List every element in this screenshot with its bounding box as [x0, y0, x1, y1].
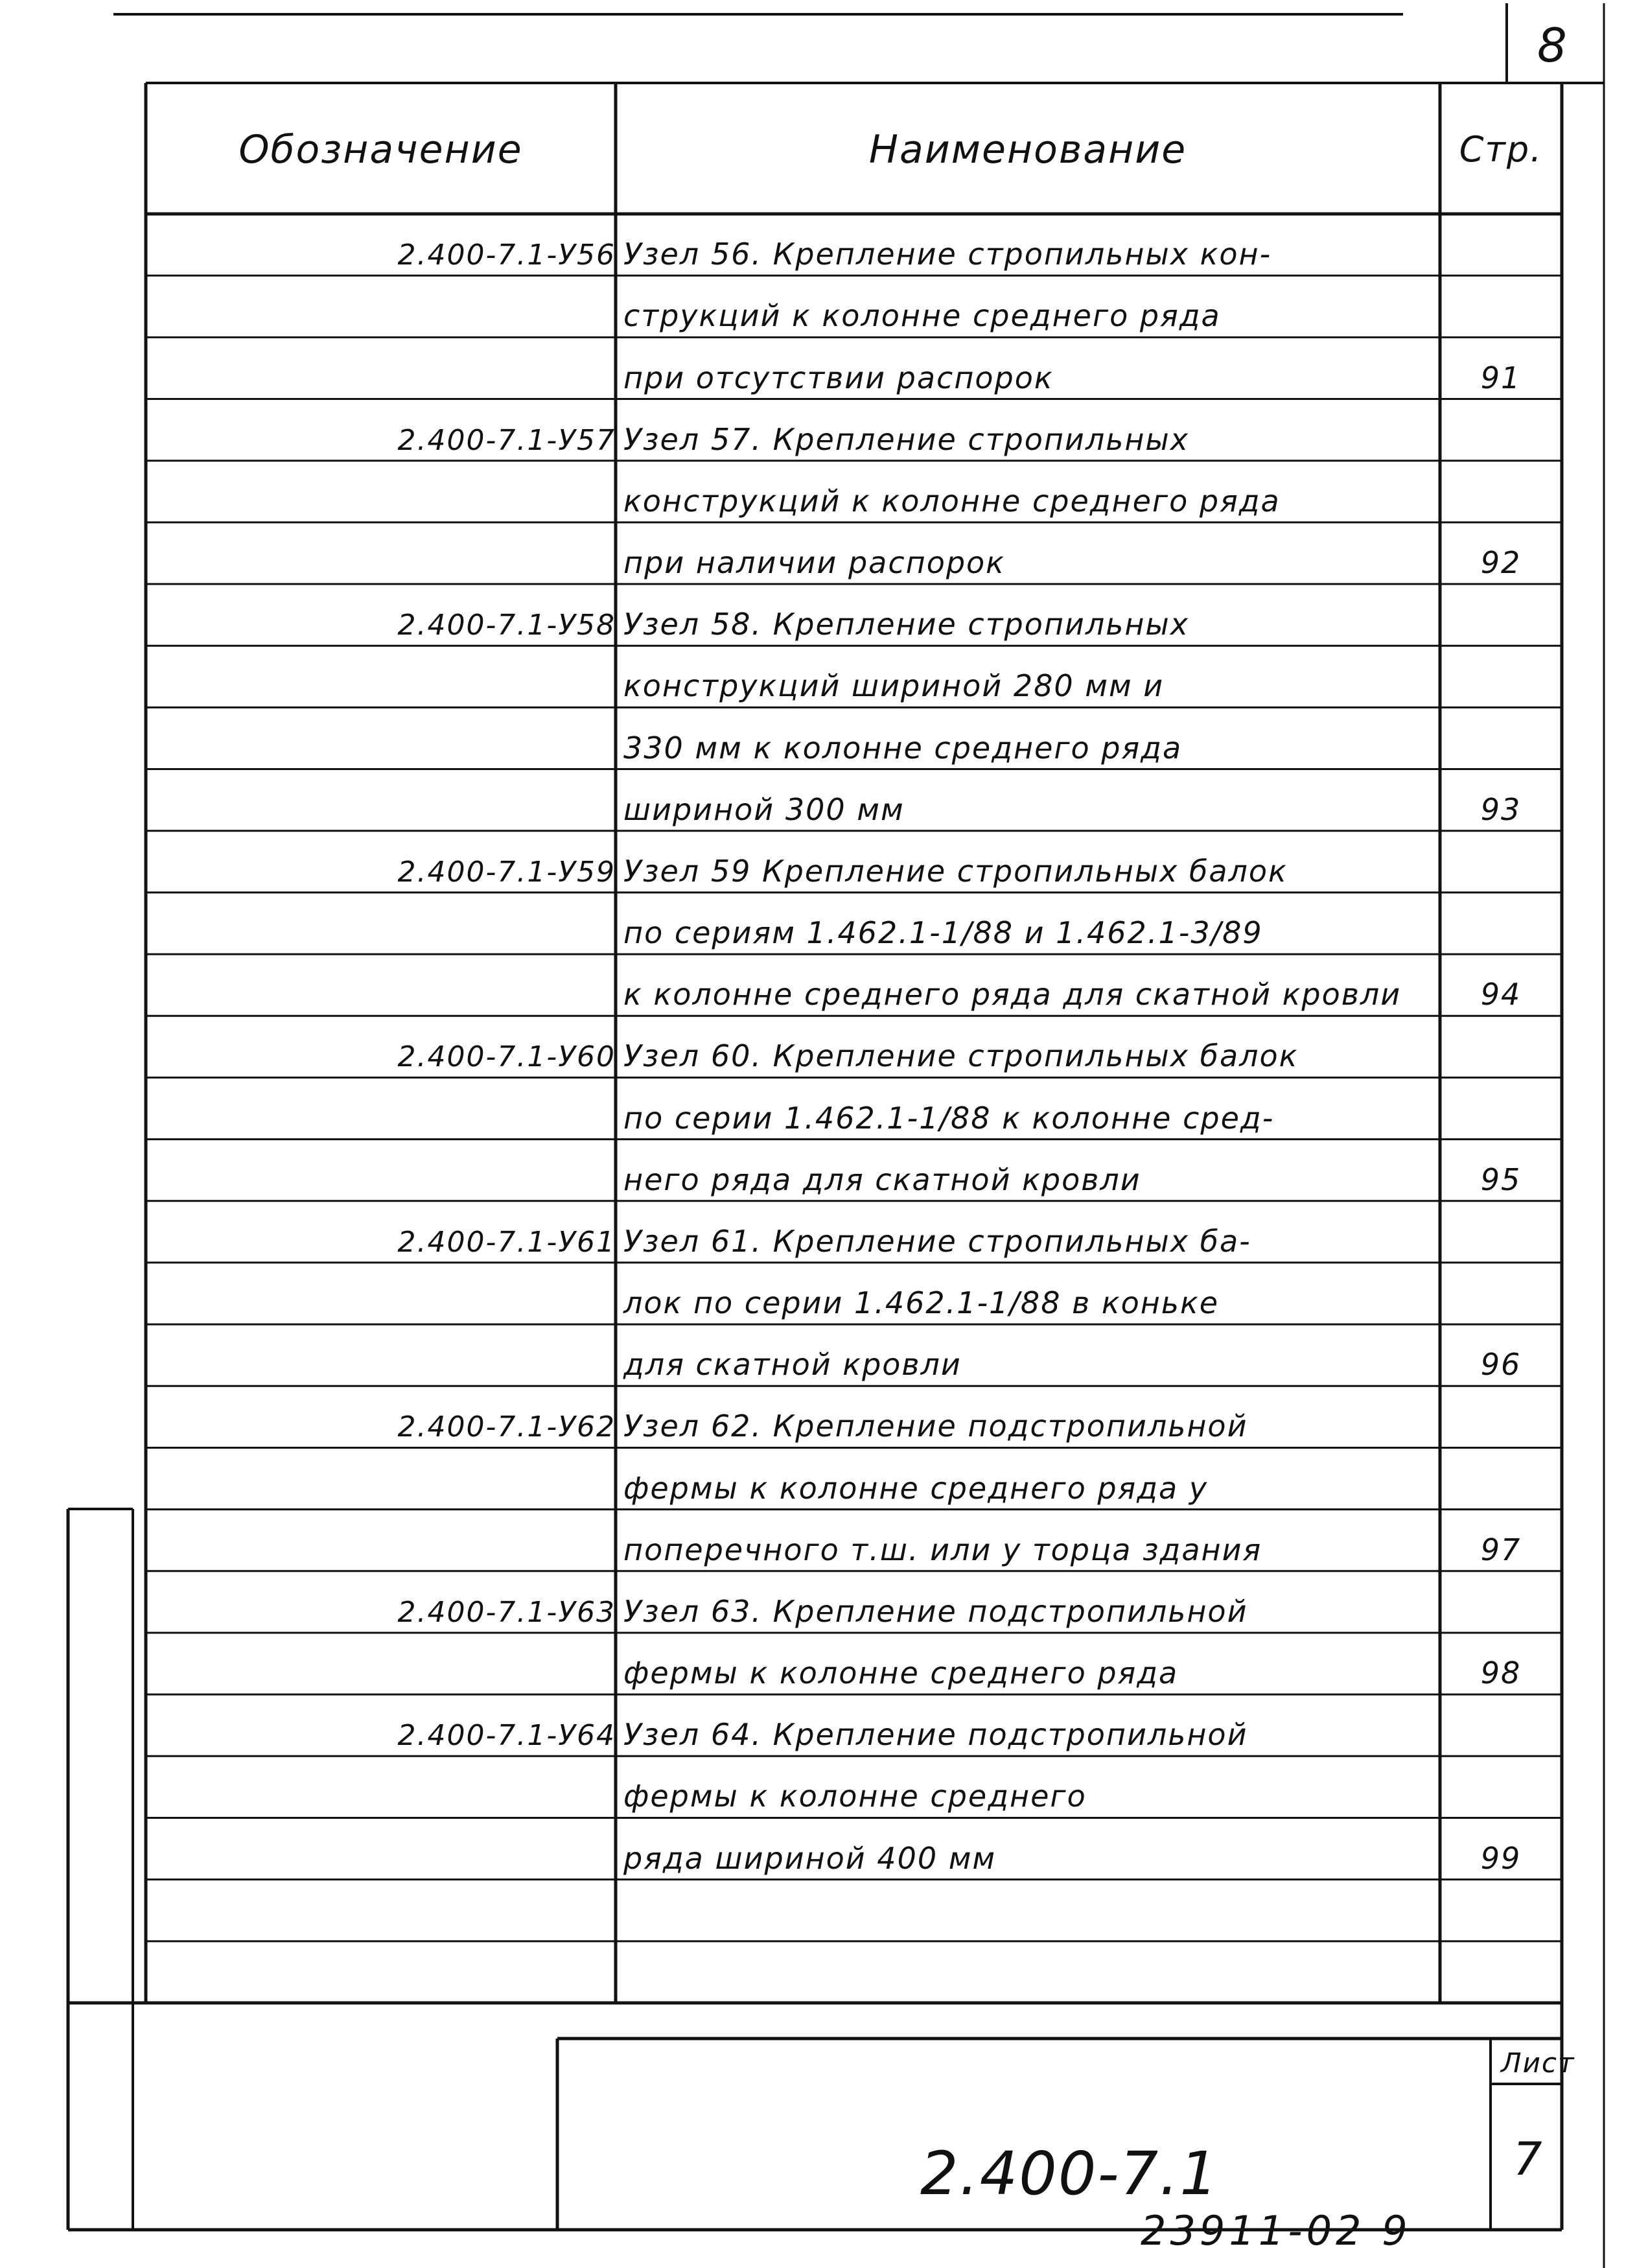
- row-page: [1440, 587, 1562, 642]
- row-designation: [146, 1327, 620, 1382]
- row-designation: 2.400-7.1-У63: [397, 1595, 616, 1629]
- row-page: [1440, 216, 1562, 272]
- sheet-number: 7: [1513, 2133, 1544, 2186]
- row-designation: [146, 463, 620, 519]
- row-page: [1440, 710, 1562, 765]
- row-designation: 2.400-7.1-У58: [397, 609, 616, 642]
- document-code: 2.400-7.1: [920, 2139, 1219, 2208]
- row-name: конструкций к колонне среднего ряда: [623, 483, 1281, 519]
- row-name: Узел 61. Крепление стропильных ба-: [623, 1223, 1251, 1259]
- row-designation: 2.400-7.1-У57: [397, 423, 616, 457]
- row-name: Узел 58. Крепление стропильных: [623, 607, 1189, 642]
- row-page: [1440, 1450, 1562, 1505]
- row-designation: [146, 1142, 620, 1197]
- row-designation: 2.400-7.1-У56: [397, 239, 616, 272]
- row-page: 92: [1480, 545, 1522, 581]
- row-designation: [146, 1944, 620, 1999]
- row-name: фермы к колонне среднего ряда у: [623, 1470, 1209, 1506]
- row-page: [1440, 1574, 1562, 1629]
- row-page: [1440, 1204, 1562, 1259]
- row-page: 99: [1480, 1840, 1522, 1876]
- row-designation: [146, 1450, 620, 1505]
- row-designation: [146, 340, 620, 395]
- header-name: Наименование: [868, 126, 1187, 172]
- row-name: по сериям 1.462.1-1/88 и 1.462.1-3/89: [623, 915, 1263, 951]
- row-name: конструкций шириной 280 мм и: [623, 668, 1165, 704]
- row-name: [616, 1944, 1448, 1999]
- row-designation: [146, 957, 620, 1012]
- row-name: при наличии распорок: [623, 545, 1005, 581]
- row-page: 97: [1480, 1532, 1522, 1567]
- row-designation: 2.400-7.1-У64: [397, 1719, 616, 1753]
- row-name: [616, 1882, 1448, 1937]
- row-page: 94: [1480, 977, 1522, 1012]
- row-name: Узел 62. Крепление подстропильной: [623, 1409, 1248, 1444]
- row-page: [1440, 1944, 1562, 1999]
- row-name: фермы к колонне среднего: [623, 1779, 1087, 1814]
- row-page: [1440, 1697, 1562, 1752]
- header-page: Стр.: [1459, 129, 1543, 170]
- row-name: Узел 64. Крепление подстропильной: [623, 1717, 1248, 1753]
- row-name: фермы к колонне среднего ряда: [623, 1655, 1179, 1691]
- row-name: 330 мм к колонне среднего ряда: [623, 730, 1183, 766]
- row-name: Узел 63. Крепление подстропильной: [623, 1593, 1248, 1629]
- row-designation: [146, 1635, 620, 1690]
- row-name: шириной 300 мм: [623, 791, 905, 827]
- row-designation: [146, 895, 620, 950]
- row-page: 91: [1480, 360, 1522, 395]
- row-name: к колонне среднего ряда для скатной кровли: [623, 977, 1402, 1012]
- header-designation: Обозначение: [238, 126, 523, 172]
- row-page: [1440, 648, 1562, 703]
- row-name: при отсутствии распорок: [623, 360, 1054, 395]
- row-designation: [146, 1265, 620, 1320]
- row-page: [1440, 1759, 1562, 1814]
- row-page: [1440, 463, 1562, 519]
- row-designation: [146, 525, 620, 580]
- row-page: [1440, 1388, 1562, 1444]
- row-name: ряда шириной 400 мм: [623, 1840, 997, 1876]
- row-name: него ряда для скатной кровли: [623, 1162, 1141, 1197]
- row-page: [1440, 1018, 1562, 1073]
- row-designation: [146, 1080, 620, 1135]
- row-page: 93: [1480, 791, 1522, 827]
- row-designation: [146, 710, 620, 765]
- row-designation: [146, 278, 620, 333]
- row-page: 95: [1480, 1162, 1522, 1197]
- row-name: поперечного т.ш. или у торца здания: [623, 1532, 1262, 1567]
- row-name: Узел 59 Крепление стропильных балок: [623, 853, 1288, 889]
- row-page: 96: [1480, 1347, 1522, 1383]
- row-designation: 2.400-7.1-У60: [397, 1040, 616, 1074]
- row-designation: [146, 648, 620, 703]
- row-page: [1440, 402, 1562, 457]
- row-page: 98: [1480, 1655, 1522, 1691]
- row-page: [1440, 278, 1562, 333]
- row-designation: [146, 1512, 620, 1567]
- row-name: Узел 60. Крепление стропильных балок: [623, 1038, 1299, 1074]
- row-designation: [146, 772, 620, 827]
- row-name: по серии 1.462.1-1/88 к колонне сред-: [623, 1100, 1275, 1136]
- row-name: для скатной кровли: [623, 1347, 962, 1383]
- row-page: [1440, 1265, 1562, 1320]
- row-name: Узел 57. Крепление стропильных: [623, 421, 1189, 457]
- inventory-number: 23911-02 9: [1141, 2207, 1411, 2254]
- page-number: 8: [1537, 18, 1568, 73]
- row-designation: 2.400-7.1-У61: [397, 1225, 616, 1259]
- row-name: струкций к колонне среднего ряда: [623, 298, 1221, 334]
- sheet-label: Лист: [1501, 2047, 1575, 2079]
- row-page: [1440, 1080, 1562, 1135]
- row-page: [1440, 895, 1562, 950]
- row-designation: [146, 1820, 620, 1875]
- row-name: Узел 56. Крепление стропильных кон-: [623, 237, 1272, 272]
- row-name: лок по серии 1.462.1-1/88 в коньке: [623, 1285, 1220, 1321]
- row-designation: 2.400-7.1-У59: [397, 855, 616, 889]
- row-designation: 2.400-7.1-У62: [397, 1410, 616, 1444]
- row-page: [1440, 1882, 1562, 1937]
- row-designation: [146, 1882, 620, 1937]
- row-designation: [146, 1759, 620, 1814]
- row-page: [1440, 834, 1562, 889]
